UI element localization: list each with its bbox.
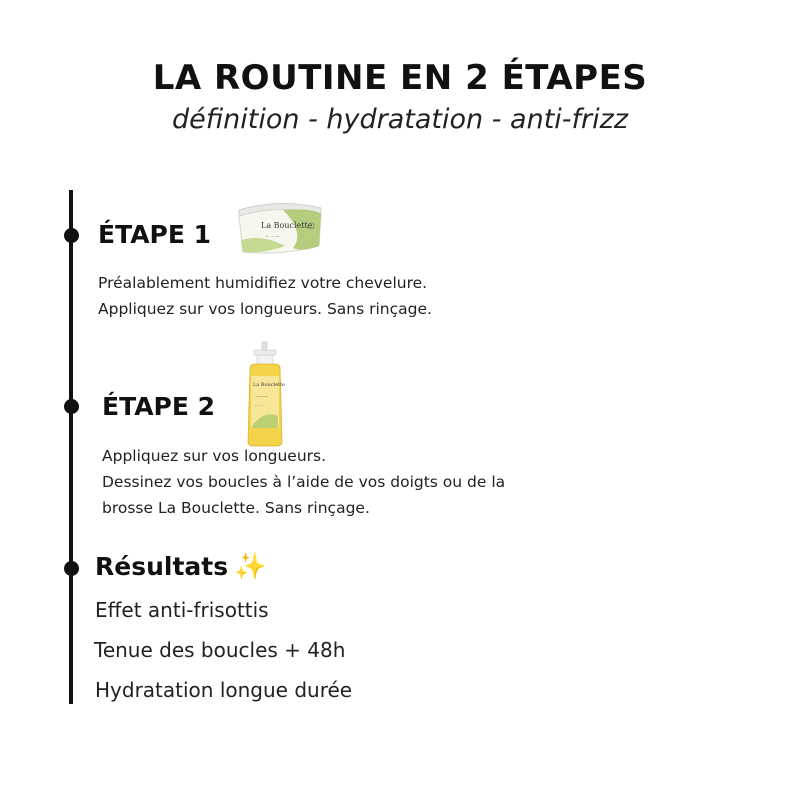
result-item-3: Hydratation longue durée [95, 678, 353, 702]
result-item-2: Tenue des boucles + 48h [94, 638, 346, 662]
step-2-line-1: Appliquez sur vos longueurs. [102, 447, 327, 465]
jar-brand-label: La Bouclette [261, 221, 313, 230]
timeline-dot-step-1 [64, 228, 79, 243]
page-subtitle: définition - hydratation - anti-frizz [171, 104, 628, 135]
sparkles-icon: ✨ [234, 552, 267, 582]
step-2-title: ÉTAPE 2 [102, 392, 216, 421]
timeline-dot-step-2 [64, 399, 79, 414]
svg-text:— ⋯ —: — ⋯ — [265, 234, 280, 239]
timeline-dot-results [64, 561, 79, 576]
results-title [95, 552, 266, 582]
results-title-label: Résultats [95, 552, 229, 581]
timeline-line [69, 190, 73, 704]
step-1-title: ÉTAPE 1 [98, 220, 212, 249]
oil-pump-bottle-icon [240, 340, 290, 454]
step-2-line-2: Dessinez vos boucles à l’aide de vos doigts ou de la [102, 473, 506, 491]
step-2-line-3: brosse La Bouclette. Sans rinçage. [102, 499, 370, 517]
step-1-line-1: Préalablement humidifiez votre chevelure. [98, 274, 428, 292]
result-item-1: Effet anti-frisottis [95, 598, 269, 622]
svg-text:~~~~: ~~~~ [255, 394, 269, 399]
step-2-description [102, 443, 505, 521]
step-1-description [98, 270, 432, 322]
step-1-line-2: Appliquez sur vos longueurs. Sans rinçage. [98, 300, 432, 318]
bottle-brand-label: La Bouclette [253, 382, 286, 388]
page-title: LA ROUTINE EN 2 ÉTAPES [152, 58, 648, 98]
cream-jar-icon [233, 196, 325, 264]
svg-text:— ⋯ —: — ⋯ — [254, 403, 265, 407]
